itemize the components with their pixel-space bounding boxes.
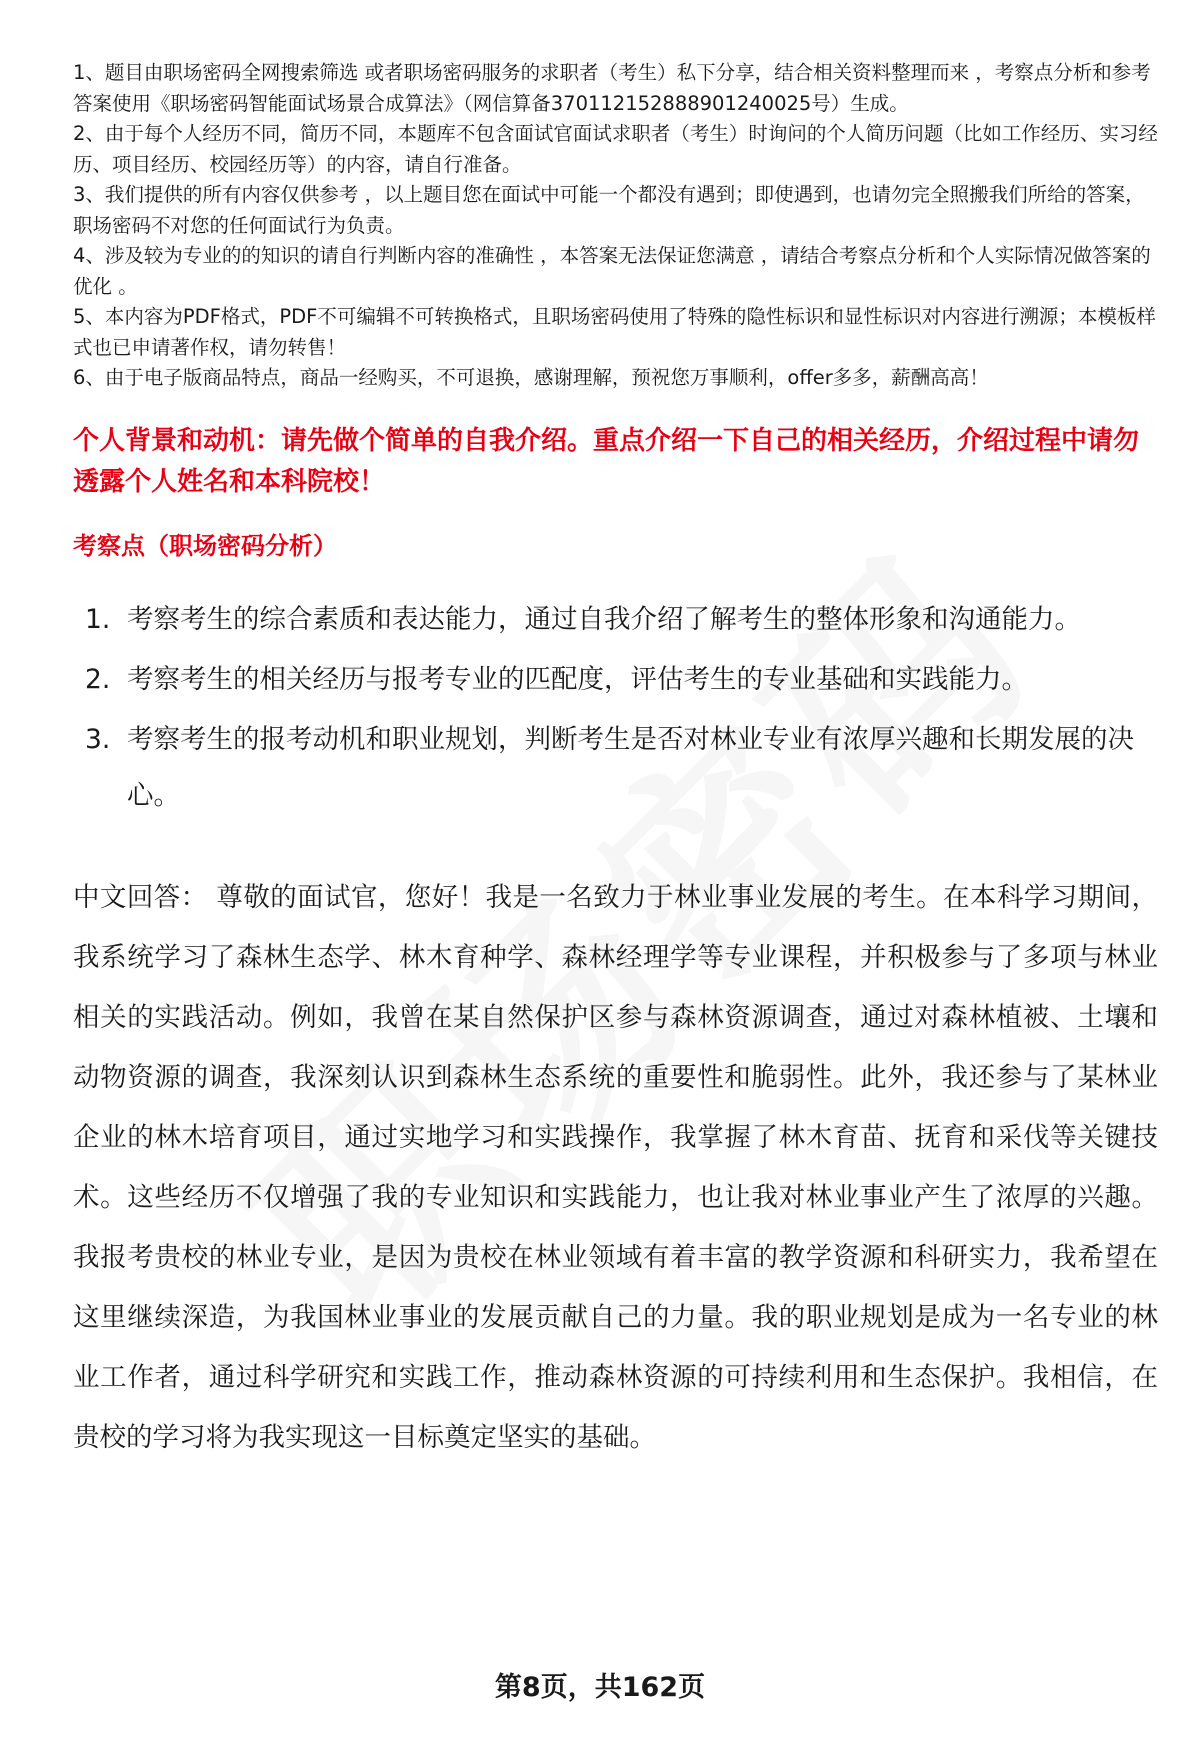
analysis-point xyxy=(73,712,1158,824)
point-text: 考察考生的报考动机和职业规划，判断考生是否对林业专业有浓厚兴趣和长期发展的决心。 xyxy=(127,723,1134,811)
disclaimer-item: 6、由于电子版商品特点，商品一经购买，不可退换，感谢理解，预祝您万事顺利，offer多多，薪酬高高！ xyxy=(73,366,989,389)
analysis-point xyxy=(73,652,1158,708)
point-text: 考察考生的相关经历与报考专业的匹配度，评估考生的专业基础和实践能力。 xyxy=(127,663,1028,695)
disclaimer-item: 1、题目由职场密码全网搜索筛选 或者职场密码服务的求职者（考生）私下分享，结合相关资料整理而来 ，考察点分析和参考答案使用《职场密码智能面试场景合成算法》（网信算备370112152888901240025号）生成。 xyxy=(73,61,1151,115)
page-number: 第8页，共162页 xyxy=(494,1672,706,1703)
disclaimer-item: 5、本内容为PDF格式，PDF不可编辑不可转换格式，且职场密码使用了特殊的隐性标识和显性标识对内容进行溯源；本模板样式也已申请著作权，请勿转售！ xyxy=(73,305,1156,359)
point-number: 2. xyxy=(85,663,111,695)
page-content xyxy=(73,58,1158,1468)
analysis-points-list xyxy=(73,592,1158,824)
question-heading: 个人背景和动机：请先做个简单的自我介绍。重点介绍一下自己的相关经历，介绍过程中请勿透露个人姓名和本科院校！ xyxy=(73,425,1140,497)
point-number: 1. xyxy=(85,603,111,635)
point-text: 考察考生的综合素质和表达能力，通过自我介绍了解考生的整体形象和沟通能力。 xyxy=(127,603,1081,635)
disclaimer-item: 2、由于每个人经历不同，简历不同，本题库不包含面试官面试求职者（考生）时询问的个人简历问题（比如工作经历、实习经历、项目经历、校园经历等）的内容，请自行准备。 xyxy=(73,122,1158,176)
point-number: 3. xyxy=(85,723,111,755)
analysis-section-title: 考察点（职场密码分析） xyxy=(73,531,337,560)
analysis-point xyxy=(73,592,1158,648)
answer-paragraph: 中文回答： 尊敬的面试官，您好！我是一名致力于林业事业发展的考生。在本科学习期间，我系统学习了森林生态学、林木育种学、森林经理学等专业课程，并积极参与了多项与林业相关的实践活动。例如，我曾在某自然保护区参与森林资源调查，通过对森林植被、土壤和动物资源的调查，我深刻认识到森林生态系统的重要性和脆弱性。此外，我还参与了某林业企业的林木培育项目，通过实地学习和实践操作，我掌握了林木育苗、抚育和采伐等关键技术。这些经历不仅增强了我的专业知识和实践能力，也让我对林业事业产生了浓厚的兴趣。我报考贵校的林业专业，是因为贵校在林业领域有着丰富的教学资源和科研实力，我希望在这里继续深造，为我国林业事业的发展贡献自己的力量。我的职业规划是成为一名专业的林业工作者，通过科学研究和实践工作，推动森林资源的可持续利用和生态保护。我相信，在贵校的学习将为我实现这一目标奠定坚实的基础。 xyxy=(73,881,1158,1453)
disclaimer-list xyxy=(73,58,1158,394)
disclaimer-item: 3、我们提供的所有内容仅供参考 ，以上题目您在面试中可能一个都没有遇到；即使遇到，也请勿完全照搬我们所给的答案，职场密码不对您的任何面试行为负责。 xyxy=(73,183,1145,237)
disclaimer-item: 4、涉及较为专业的的知识的请自行判断内容的准确性 ，本答案无法保证您满意 ，请结合考察点分析和个人实际情况做答案的优化 。 xyxy=(73,244,1151,298)
